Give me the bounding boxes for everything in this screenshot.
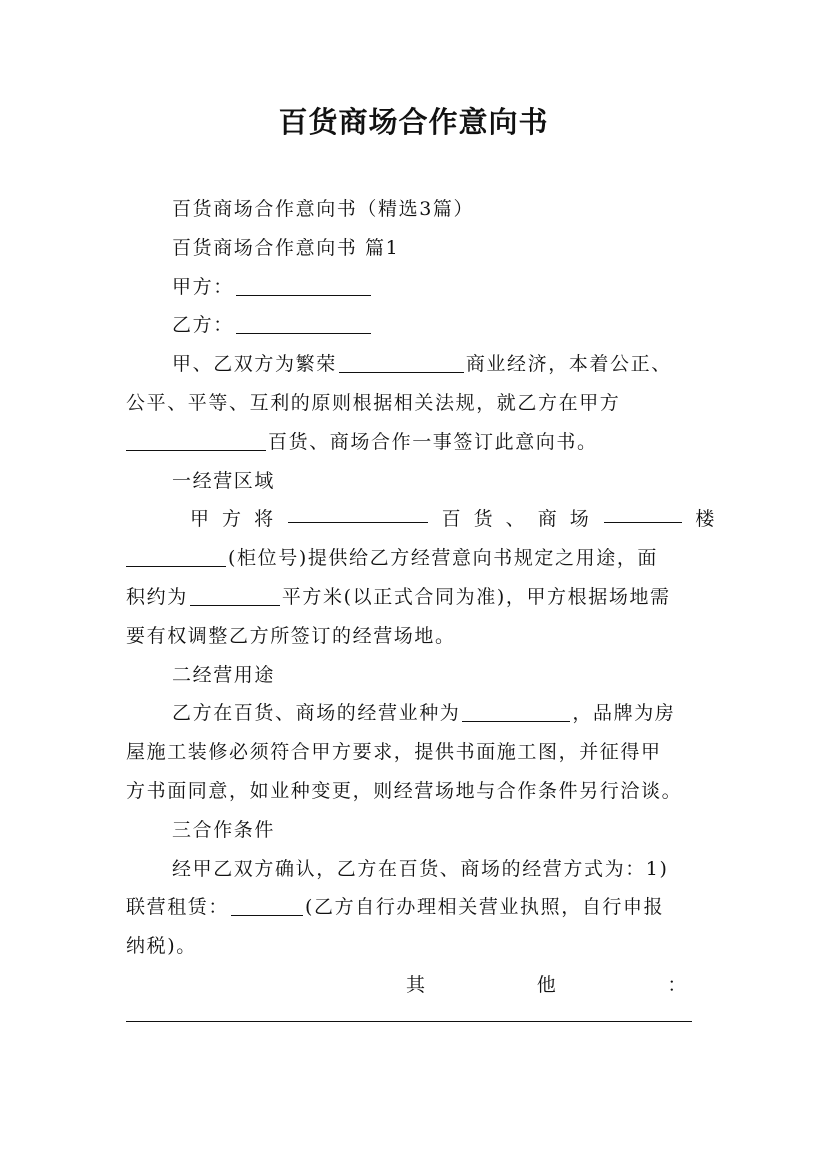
section3-heading: 三合作条件 <box>172 818 276 841</box>
section1-line-4: 要有权调整乙方所签订的经营场地。 <box>126 624 456 647</box>
section1-word: 方 <box>222 508 243 531</box>
section3-line-3: 纳税)。 <box>126 935 197 958</box>
intro-blank-1 <box>339 350 464 373</box>
section1-heading: 一经营区域 <box>172 469 276 492</box>
section1-blank-2 <box>604 500 682 523</box>
subtitle: 百货商场合作意向书（精选3篇） <box>172 198 475 220</box>
section1-text-3b: 平方米(以正式合同为准)，甲方根据场地需 <box>281 585 671 608</box>
section2-blank-1 <box>462 699 570 722</box>
intro-blank-2 <box>126 428 266 451</box>
section1-word: 楼 <box>695 508 716 531</box>
intro-line-3 <box>126 423 716 462</box>
party-b-label: 乙方： <box>172 314 234 337</box>
party-a-line <box>126 268 716 307</box>
document-body <box>126 190 716 1022</box>
section1-word: 、 <box>505 508 527 531</box>
section1-text-3a: 积约为 <box>126 585 188 608</box>
party-b-line <box>126 306 716 345</box>
section1-word: 场 <box>569 508 591 531</box>
section1-word: 百 <box>441 508 463 531</box>
other-word-2: 他 <box>536 973 558 996</box>
intro-text-2: 商业经济，本着公正、 <box>465 353 672 376</box>
party-a-label: 甲方： <box>172 275 234 298</box>
section1-line-1 <box>126 500 716 539</box>
section2-text-1a: 乙方在百货、商场的经营业种为 <box>172 702 461 725</box>
section1-word: 货 <box>473 508 495 531</box>
section1-blank-4 <box>190 583 280 606</box>
section-heading: 百货商场合作意向书 篇1 <box>172 236 400 259</box>
party-a-blank <box>236 273 371 296</box>
section1-blank-1 <box>288 500 428 523</box>
section1-blank-3 <box>126 544 226 567</box>
section1-line-3 <box>126 578 716 617</box>
document-title: 百货商场合作意向书 <box>278 105 549 139</box>
section3-line-2 <box>126 888 716 927</box>
intro-line-2: 公平、平等、互利的原则根据相关法规，就乙方在甲方 <box>126 391 621 414</box>
intro-text-1: 甲、乙双方为繁荣 <box>172 353 337 376</box>
section1-line-2 <box>126 539 716 578</box>
section1-word: 商 <box>537 508 559 531</box>
intro-text-3: 百货、商场合作一事签订此意向书。 <box>268 430 598 453</box>
other-word-1: 其 <box>406 973 427 996</box>
section2-heading: 二经营用途 <box>172 663 276 686</box>
section3-text-2b: (乙方自行办理相关营业执照，自行申报 <box>305 896 665 919</box>
section2-text-1b: ，品牌为房 <box>572 702 676 725</box>
section2-line-2: 屋施工装修必须符合甲方要求，提供书面施工图，并征得甲 <box>126 741 662 764</box>
intro-line-1 <box>126 345 716 384</box>
other-word-3: ： <box>667 973 688 996</box>
section1-word: 甲 <box>190 508 211 531</box>
party-b-blank <box>236 311 371 334</box>
section1-word: 将 <box>254 508 275 531</box>
section2-line-1 <box>126 694 716 733</box>
section2-line-3: 方书面同意，如业种变更，则经营场地与合作条件另行洽谈。 <box>126 779 683 802</box>
section3-text-2a: 联营租赁： <box>126 896 230 919</box>
section3-line-1: 经甲乙双方确认，乙方在百货、商场的经营方式为：1) <box>172 857 669 880</box>
section3-blank-1 <box>231 893 303 916</box>
section1-text-2: (柜位号)提供给乙方经营意向书规定之用途，面 <box>228 547 659 570</box>
